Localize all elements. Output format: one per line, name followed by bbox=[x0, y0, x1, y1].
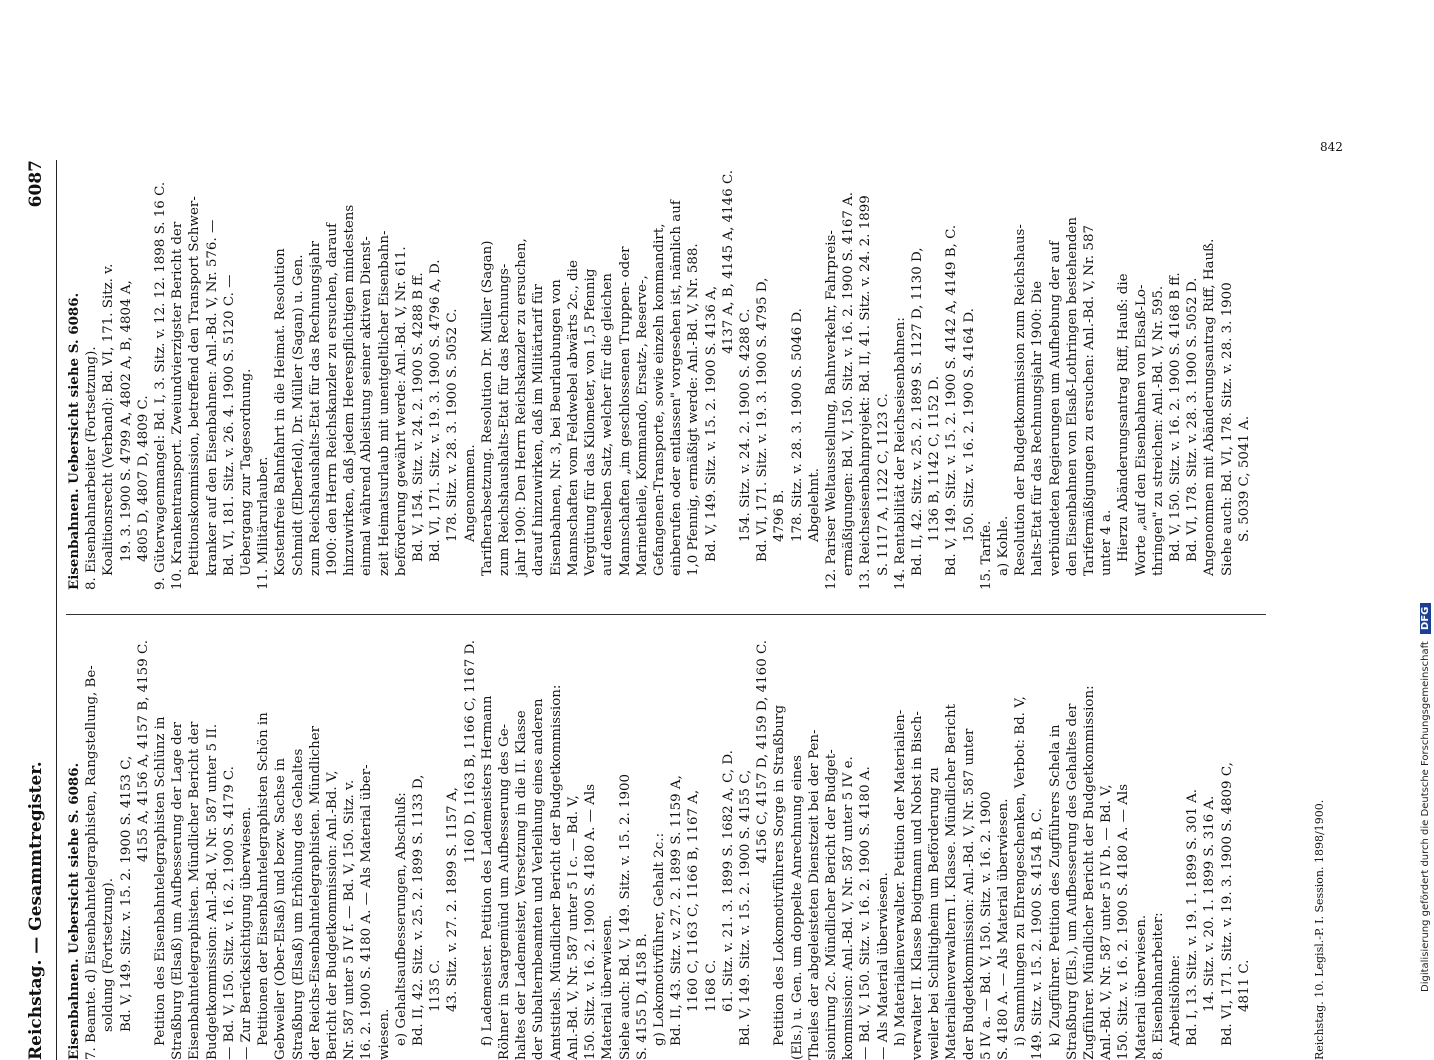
register-line: 8. Eisenbahnarbeiter (Fortsetzung). bbox=[84, 346, 100, 590]
register-line: Bd. V, 154. Sitz. v. 24. 2. 1900 S. 4288 B ff. bbox=[411, 272, 427, 562]
register-line: Bd. VI, 171. Sitz. v. 19. 3. 1900 S. 4796 A, D. bbox=[428, 259, 444, 562]
register-line: Mannschaften „im geschlossenen Truppen- oder bbox=[617, 246, 633, 576]
register-line: einberufen oder entlassen" vorgesehen ist, nämlich auf bbox=[669, 200, 685, 576]
register-line: 16. 2. 1900 S. 4180 A. — Als Material über- bbox=[359, 764, 375, 1060]
register-line: Bd. I, 13. Sitz. v. 19. 1. 1899 S. 301 A. bbox=[1185, 788, 1201, 1046]
register-line: Bd. VI, 178. Sitz. v. 28. 3. 1900 S. 5052 D. bbox=[1185, 277, 1201, 562]
register-line: Bd. II, 42. Sitz. v. 25. 2. 1899 S. 1133 D, bbox=[411, 774, 427, 1046]
register-line: halts-Etat für das Rechnungsjahr 1900: Die bbox=[1030, 280, 1046, 576]
register-line: k) Zugführer. Petition des Zugführers Schela in bbox=[1047, 724, 1063, 1046]
register-line: Bd. V, 149. Sitz. v. 15. 2. 1900 S. 4153 C, bbox=[118, 755, 134, 1032]
register-line: den Eisenbahnen von Elsaß-Lothringen bestehenden bbox=[1064, 217, 1080, 576]
header-rule bbox=[56, 160, 57, 1060]
register-line: Resolution der Budgetkommission zum Reichshaus- bbox=[1013, 224, 1029, 576]
register-line: Budgetkommission: Anl.-Bd. V, Nr. 587 unter 5 II. bbox=[204, 723, 220, 1060]
register-line: 1,0 Pfennig, ermäßigt werde: Anl.-Bd. V, Nr. 588. bbox=[686, 243, 702, 576]
register-line: 1900: den Herrn Reichskanzler zu ersuchen, darauf bbox=[325, 223, 341, 576]
register-line: Petition des Lokomotivführers Sorge in Straßburg bbox=[772, 704, 788, 1046]
register-line: der Budgetkommission: Anl.-Bd. V, Nr. 587 unter bbox=[961, 728, 977, 1060]
left-column bbox=[66, 640, 1253, 1060]
register-line: hinzuwirken, daß jedem Heerespflichtigen mindestens bbox=[342, 204, 358, 576]
register-line: 7. Beamte. d) Eisenbahntelegraphisten, Rangstellung, Be- bbox=[84, 665, 100, 1060]
register-line: der Subalternbeamten und Verleihung eines anderen bbox=[531, 698, 547, 1060]
register-line: Bd. VI, 181. Sitz. v. 26. 4. 1900 S. 5120 C. — bbox=[221, 274, 237, 576]
register-line: Materialienverwaltern I. Klasse. Mündlicher Bericht bbox=[944, 704, 960, 1060]
register-line: f) Lademeister. Petition des Lademeisters Hermann bbox=[479, 695, 495, 1046]
register-line: 178. Sitz. v. 28. 3. 1900 S. 5052 C. bbox=[445, 308, 461, 542]
register-line: 154. Sitz. v. 24. 2. 1900 S. 4288 C. bbox=[737, 308, 753, 542]
register-line: Eisenbahntelegraphisten. Mündlicher Bericht der bbox=[187, 721, 203, 1060]
register-line: 150. Sitz. v. 16. 2. 1900 S. 4164 D. bbox=[961, 308, 977, 542]
column-divider bbox=[66, 614, 1266, 615]
register-line: — Bd. V, 150. Sitz. v. 16. 2. 1900 S. 4180 A. bbox=[858, 766, 874, 1060]
register-line: Theiles der abgeleisteten Dienstzeit bei der Pen- bbox=[806, 729, 822, 1060]
register-line: Tarifherabsetzung. Resolution Dr. Müller (Sagan) bbox=[479, 240, 495, 576]
register-line: i) Sammlungen zu Ehrengeschenken, Verbot: Bd. V, bbox=[1013, 696, 1029, 1046]
register-line: Mannschaften vom Feldwebel abwärts 2c., die bbox=[565, 260, 581, 576]
dfg-logo: DFG bbox=[1420, 603, 1431, 634]
right-column bbox=[66, 170, 1253, 590]
register-line: S. 1117 A, 1122 C, 1123 C. bbox=[875, 393, 891, 576]
register-line: Bd. VI, 171. Sitz. v. 19. 3. 1900 S. 4795 D, bbox=[755, 277, 771, 562]
register-line: Angenommen mit Abänderungsantrag Riff, Hauß. bbox=[1202, 238, 1218, 576]
register-line: Tarifermäßigungen zu ersuchen: Anl.-Bd. V, Nr. 587 bbox=[1081, 225, 1097, 576]
register-line: 14. Rentabilität der Reichseisenbahnen: bbox=[892, 317, 908, 590]
register-line: 12. Pariser Weltausstellung, Bahnverkehr, Fahrpreis- bbox=[823, 230, 839, 590]
register-line: verbündeten Regierungen um Aufhebung der auf bbox=[1047, 241, 1063, 576]
register-line: 4137 A, B, 4145 A, 4146 C. bbox=[720, 170, 736, 354]
register-line: 19. 3. 1900 S. 4799 A, 4802 A, B, 4804 A, bbox=[118, 280, 134, 562]
running-title: Reichstag. — Gesammtregister. bbox=[26, 761, 46, 1060]
register-line: Gefangenen-Transporte, sowie einzeln kommandirt, bbox=[651, 223, 667, 576]
register-line: 10. Krankentransport. Zweiundvierzigster Bericht der bbox=[170, 221, 186, 590]
register-line: 178. Sitz. v. 28. 3. 1900 S. 5046 D. bbox=[789, 308, 805, 542]
register-line: Bericht der Budgetkommission: Anl.-Bd. V, bbox=[325, 770, 341, 1060]
register-line: 1168 C. bbox=[703, 959, 719, 1012]
register-line: 5 IV a. — Bd. V, 150. Sitz. v. 16. 2. 1900 bbox=[978, 791, 994, 1060]
register-line: Eisenbahnen. Uebersicht siehe S. 6086. bbox=[66, 762, 82, 1060]
register-line: 13. Reichseisenbahnprojekt: Bd. II, 41. Sitz. v. 24. 2. 1899 bbox=[858, 195, 874, 590]
register-line: Bd. V, 149. Sitz. v. 15. 2. 1900 S. 4136 A, bbox=[703, 285, 719, 562]
register-line: 61. Sitz. v. 21. 3. 1899 S. 1682 A, C, D. bbox=[720, 750, 736, 1012]
register-line: Bd. V, 150. Sitz. v. 16. 2. 1900 S. 4168 B ff. bbox=[1168, 272, 1183, 562]
register-line: beförderung gewährt werde: Anl.-Bd. V, Nr. 611. bbox=[393, 246, 409, 576]
register-line: 4156 C, 4157 D, 4159 D, 4160 C. bbox=[755, 640, 771, 864]
register-line: jahr 1900: Den Herrn Reichskanzler zu ersuchen, bbox=[514, 238, 530, 576]
register-line: 149. Sitz. v. 15. 2. 1900 S. 4154 B, C. bbox=[1030, 808, 1046, 1060]
register-line: 4805 D, 4807 D, 4809 C. bbox=[135, 395, 151, 562]
register-line: Siehe auch: Bd. V, 149. Sitz. v. 15. 2. 1900 bbox=[617, 773, 633, 1060]
register-line: — Bd. V, 150. Sitz. v. 16. 2. 1900 S. 4179 C. bbox=[221, 766, 237, 1060]
register-line: 1136 B, 1142 C, 1152 D. bbox=[927, 375, 943, 542]
register-line: — Als Material überwiesen. bbox=[875, 872, 891, 1060]
register-line: Bd. V, 149. Sitz. v. 15. 2. 1900 S. 4142 A, 4149 B, C. bbox=[944, 224, 960, 576]
register-line: Schmidt (Elberfeld), Dr. Müller (Sagan) u. Gen. bbox=[290, 254, 306, 576]
register-line: Bd. VI, 171. Sitz. v. 19. 3. 1900 S. 4809 C, bbox=[1219, 762, 1235, 1046]
register-line: Angenommen. bbox=[462, 444, 478, 542]
register-line: haltes der Lademeister, Versetzung in die II. Klasse bbox=[514, 710, 530, 1060]
register-line: einmal während Ableistung seiner aktiven Dienst- bbox=[359, 236, 375, 576]
register-line: Hierzu Abänderungsantrag Riff, Hauß: die bbox=[1116, 273, 1132, 562]
register-line: Röhner in Saargemünd um Aufbesserung des Ge- bbox=[497, 723, 513, 1060]
register-line: Bd. II, 42. Sitz. v. 25. 2. 1899 S. 1127 D, 1130 D, bbox=[909, 247, 925, 576]
register-line: 1160 C, 1163 C, 1166 B, 1167 A, bbox=[686, 789, 702, 1012]
register-line: S. 4155 D, 4158 B. bbox=[634, 933, 650, 1060]
register-line: weiler bei Schiltigheim um Beförderung zu bbox=[927, 767, 943, 1060]
register-line: Nr. 587 unter 5 IV f. — Bd. V, 150. Sitz. v. bbox=[342, 779, 358, 1060]
register-line: der Reichs-Eisenbahntelegraphisten. Mündlicher bbox=[307, 725, 323, 1060]
digitization-credit bbox=[1396, 8, 1434, 992]
register-line: Eisenbahnen. Uebersicht siehe S. 6086. bbox=[66, 292, 82, 590]
register-line: Kostenfreie Bahnfahrt in die Heimat. Resolution bbox=[273, 248, 289, 576]
register-line: a) Kohle. bbox=[995, 515, 1011, 576]
register-line: Straßburg (Elsaß) um Erhöhung des Gehaltes bbox=[290, 748, 306, 1060]
register-line: S. 5039 C, 5041 A. bbox=[1236, 415, 1252, 542]
register-line: 11. Militärurlauber. bbox=[256, 456, 272, 590]
page-footer: Reichstag. 10. Legisl.-P. I. Session. 1898/1900. bbox=[1313, 799, 1326, 1060]
register-line: verwalter II. Klasse Boigtmann und Nobst in Bisch- bbox=[909, 711, 925, 1060]
register-line: 150. Sitz. v. 16. 2. 1900 S. 4180 A. — Als bbox=[583, 783, 599, 1060]
register-line: Amtstitels. Mündlicher Bericht der Budgetkommission: bbox=[548, 684, 564, 1060]
register-line: Petitionskommission, betreffend den Transport Schwer- bbox=[187, 196, 203, 576]
register-line: Marinetheile, Kommando, Ersatz-, Reserve-, bbox=[634, 275, 650, 576]
register-line: Vergütung für das Kilometer, von 1,5 Pfennig bbox=[583, 268, 599, 576]
register-line: e) Gehaltsaufbesserungen, Abschluß: bbox=[393, 792, 409, 1046]
register-line: Abgelehnt. bbox=[806, 468, 822, 542]
register-line: Straßburg (Elsaß) um Aufbesserung der Lage der bbox=[170, 721, 186, 1060]
credit-text: Digitalisierung gefördert durch die Deutsche Forschungsgemeinschaft bbox=[1420, 641, 1431, 992]
register-line: ermäßigungen: Bd. V, 150. Sitz. v. 16. 2. 1900 S. 4167 A. bbox=[841, 191, 857, 576]
register-line: Straßburg (Els.), um Aufbesserung des Gehaltes der bbox=[1064, 703, 1080, 1060]
register-line: Siehe auch: Bd. VI, 178. Sitz. v. 28. 3. 1900 bbox=[1219, 282, 1235, 576]
register-line: 43. Sitz. v. 27. 2. 1899 S. 1157 A, bbox=[445, 787, 461, 1012]
register-line: darauf hinzuwirken, daß im Militärtarif für bbox=[531, 284, 547, 576]
register-line: Petition des Eisenbahntelegraphisten Schlünz in bbox=[153, 716, 169, 1046]
register-line: g) Lokomotivführer, Gehalt 2c.: bbox=[651, 832, 667, 1046]
register-line: kranker auf den Eisenbahnen: Anl.-Bd. V, Nr. 576. — bbox=[204, 219, 220, 576]
register-line: Gebweiler (Ober-Elsaß) und bezw. Sachse in bbox=[273, 758, 289, 1060]
register-line: Anl.-Bd. V, Nr. 587 unter 5 I c. — Bd. V, bbox=[565, 795, 581, 1060]
page-stamp: 842 bbox=[1320, 140, 1343, 154]
register-line: 4811 C. bbox=[1236, 959, 1252, 1012]
register-line: h) Materialienverwalter. Petition der Materialien- bbox=[892, 709, 908, 1046]
register-line: 8. Eisenbahnarbeiter: bbox=[1150, 912, 1166, 1060]
register-line: Eisenbahnen, Nr. 3, bei Beurlaubungen von bbox=[548, 279, 564, 576]
register-line: zum Reichshaushalts-Etat für das Rechnungs- bbox=[497, 263, 513, 576]
register-line: Arbeitslöhne: bbox=[1168, 954, 1183, 1046]
register-line: kommission: Anl.-Bd. V, Nr. 587 unter 5 IV e. bbox=[841, 756, 857, 1060]
register-line: (Els.) u. Gen. um doppelte Anrechnung eines bbox=[789, 755, 805, 1060]
register-line: S. 4180 A. — Als Material überwiesen. bbox=[995, 798, 1011, 1060]
register-line: — Zur Berücksichtigung überwiesen. bbox=[239, 806, 255, 1060]
register-line: 1160 D, 1163 B, 1166 C, 1167 D. bbox=[462, 640, 478, 864]
register-line: zum Reichshaushalts-Etat für das Rechnungsjahr bbox=[307, 241, 323, 576]
register-line: unter 4 a. bbox=[1099, 509, 1115, 576]
register-line: zeit Heimatsurlaub mit unentgeltlicher Eisenbahn- bbox=[376, 230, 392, 576]
register-line: Petitionen der Eisenbahntelegraphisten Schön in bbox=[256, 712, 272, 1046]
register-line: 14. Sitz. v. 20. 1. 1899 S. 316 A. bbox=[1202, 795, 1218, 1012]
register-line: Material überwiesen. bbox=[600, 914, 616, 1060]
register-line: 1135 C. bbox=[428, 959, 444, 1012]
page-number: 6087 bbox=[26, 160, 46, 208]
register-line: Anl.-Bd. V, Nr. 587 unter 5 IV b. — Bd. V, bbox=[1099, 784, 1115, 1060]
page-header bbox=[26, 160, 52, 1060]
register-line: soldung (Fortsetzung). bbox=[101, 877, 117, 1032]
register-line: Koalitionsrecht (Verband): Bd. VI, 171. Sitz. v. bbox=[101, 263, 117, 576]
register-line: Bd. V, 149. Sitz. v. 15. 2. 1900 S. 4155 C, bbox=[737, 769, 753, 1046]
register-line: auf denselben Satz, welcher für die gleichen bbox=[600, 273, 616, 576]
register-line: 9. Güterwagenmangel: Bd. I, 3. Sitz. v. 12. 12. 1898 S. 16 C. bbox=[153, 181, 169, 590]
register-line: wiesen. bbox=[376, 1008, 392, 1060]
rotated-page-content bbox=[26, 160, 1326, 1060]
register-line: 4796 B. bbox=[772, 489, 788, 542]
register-line: thringen" zu streichen: Anl.-Bd. V, Nr. 595. bbox=[1150, 285, 1166, 576]
register-line: 15. Tarife. bbox=[978, 520, 994, 590]
register-line: Uebergang zur Tagesordnung. bbox=[239, 368, 255, 576]
register-line: Zugführer. Mündlicher Bericht der Budgetkommission: bbox=[1081, 685, 1097, 1060]
register-line: Bd. II, 43. Sitz. v. 27. 2. 1899 S. 1159 A, bbox=[669, 775, 685, 1046]
register-line: sionirung 2c. Mündlicher Bericht der Budget- bbox=[823, 749, 839, 1060]
register-line: Worte „auf den Eisenbahnen von Elsaß-Lo- bbox=[1133, 284, 1149, 576]
register-line: Material überwiesen. bbox=[1133, 914, 1149, 1060]
register-line: 150. Sitz. v. 16. 2. 1900 S. 4180 A. — Als bbox=[1116, 783, 1132, 1060]
register-line: 4155 A, 4156 A, 4157 B, 4159 C. bbox=[135, 640, 151, 863]
